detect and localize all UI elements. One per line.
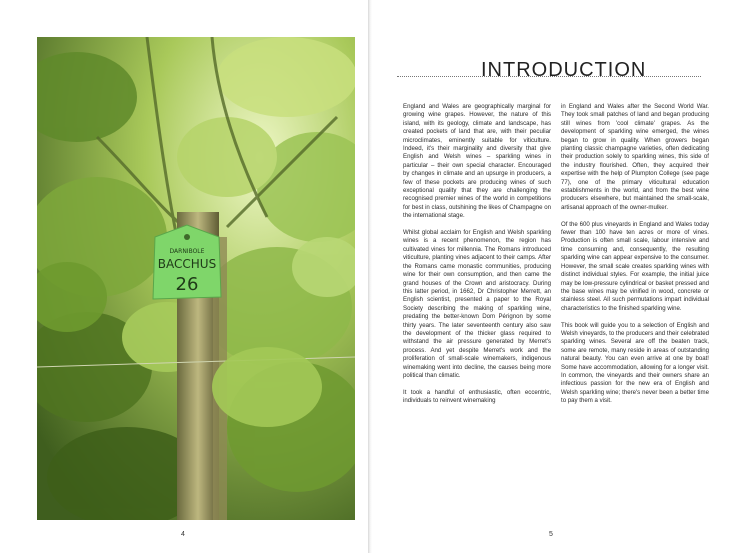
tag-line-3: 26	[175, 274, 199, 295]
tag-line-2: BACCHUS	[157, 257, 217, 271]
tag-line-1: DARNIBOLE	[169, 248, 205, 255]
paragraph: England and Wales are geographically marginal for growing wine grapes. However, the nature of this island, with its geology, climate and landscape, has created pockets of land that are, with their peculiar microclimates, eminently suitable for viticulture. Indeed, it's their marginality and diversity that give English and Welsh wines – sparkling wines in particular – their own special character. Encouraged by changes in climate and an upsurge in producers, a few of these pockets are producing wines of such exceptional quality that they are challenging the recognised premier wines of the world in competitions for best in class, outshining the likes of Champagne on the international stage.	[403, 103, 551, 220]
text-column-left	[403, 103, 551, 414]
paragraph: Of the 600 plus vineyards in England and Wales today fewer than 100 have ten acres or more of vines. Production is often small scale, labour intensive and time consuming and, consequently, the resulting sparkling wine can appear expensive to the consumer. However, the small scale creates sparkling wines with distinct individual styles. For example, the initial juice may be low-pressure cylindrical or basket pressed and the base wines may be vinified in wood, concrete or stainless steel. All such permutations impart individual characteristics to the finished sparkling wine.	[561, 220, 709, 312]
title-divider	[397, 76, 701, 77]
paragraph: It took a handful of enthusiastic, often eccentric, individuals to reinvent winemaking	[403, 388, 551, 405]
vineyard-photo	[37, 37, 355, 520]
paragraph: Whilst global acclaim for English and Welsh sparkling wines is a recent phenomenon, the region has cultivated vines for millennia. The Romans introduced viticulture, planting vines adjacent to their camps. After the Romans came monastic communities, producing wine for their own consumption, and then came the grand houses of the Crown and aristocracy. During this latter period, in 1662, Dr Christopher Merrett, an English scientist, presented a paper to the Royal Society describing the making of sparkling wine, predating the better-known Dom Pérignon by some thirty years. The later seventeenth century also saw the development of the thicker glass required to withstand the air pressure generated by Merret's process. And yet despite Merret's work and the proliferation of small-scale winemakers, indigenous winemaking went into decline, the causes being more political than climatic.	[403, 229, 551, 379]
text-column-right	[561, 103, 709, 414]
page-title: INTRODUCTION	[481, 59, 647, 82]
page-gutter	[368, 0, 372, 553]
paragraph: in England and Wales after the Second World War. They took small patches of land and began producing still wines from 'cool climate' grapes. As the development of sparkling wine emerged, the wines began to grow in quality. When growers began planting classic champagne varieties, often dedicating their production solely to sparkling wines, this side of the industry flourished. Often, they acquired their expertise with the help of Plumpton College (see page 77), one of the primary viticultural education establishments in the world, and from the best wine producers elsewhere, but maintained the small-scale, artisanal approach of the owner-mulker.	[561, 103, 709, 211]
paragraph: This book will guide you to a selection of English and Welsh vineyards, to the producers and their celebrated sparkling wines. Several are off the beaten track, some are remote, many reside in areas of outstanding natural beauty. You can even arrive at one by boat! Some have accommodation, allowing for a longer visit. In common, the vineyards and their owners share an infectious passion for the new era of English and Welsh sparkling wine; there's never been a better time to pay them a visit.	[561, 321, 709, 405]
page-number-left: 4	[181, 531, 185, 538]
page-number-right: 5	[549, 531, 553, 538]
